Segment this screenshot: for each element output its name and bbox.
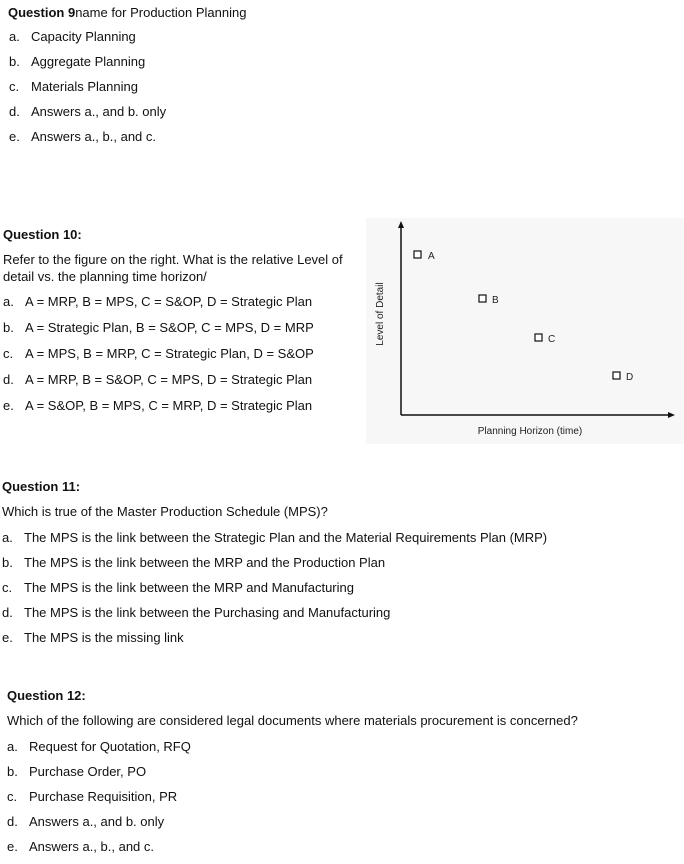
- y-axis-arrow: [398, 221, 404, 228]
- planning-figure: [366, 218, 684, 444]
- q10-option-a: a. A = MRP, B = MPS, C = S&OP, D = Strategic Plan: [3, 294, 313, 309]
- checkbox-icon: [535, 334, 542, 341]
- q10-option-e: e. A = S&OP, B = MPS, C = MRP, D = Strategic Plan: [3, 398, 313, 413]
- planning-figure-svg: [366, 218, 684, 444]
- q12-option-b: b. Purchase Order, PO: [7, 764, 147, 779]
- svg-text:B: B: [492, 295, 499, 306]
- point-a: [414, 251, 435, 262]
- q12-option-a: a. Request for Quotation, RFQ: [7, 739, 191, 754]
- point-d: [613, 372, 633, 383]
- point-b: [479, 295, 499, 306]
- question-10: [3, 226, 343, 414]
- y-axis-label: Level of Detail: [375, 282, 386, 346]
- q9-option-a: a. Capacity Planning: [9, 29, 136, 44]
- question-11: [2, 478, 547, 646]
- question-11-title: Question 11:: [2, 479, 81, 494]
- q12-option-d: d. Answers a., and b. only: [7, 814, 165, 829]
- q9-option-b: b. Aggregate Planning: [9, 54, 146, 69]
- q10-option-c: c. A = MPS, B = MRP, C = Strategic Plan, D = S&OP: [3, 346, 314, 361]
- svg-text:A: A: [428, 251, 435, 262]
- checkbox-icon: [414, 251, 421, 258]
- checkbox-icon: [479, 295, 486, 302]
- q10-option-d: d. A = MRP, B = S&OP, C = MPS, D = Strategic Plan: [3, 372, 313, 387]
- question-9-title: Question 9name for Production Planning: [8, 5, 247, 20]
- q11-option-b: b. The MPS is the link between the MRP and the Production Plan: [2, 555, 386, 570]
- q11-option-a: a. The MPS is the link between the Strategic Plan and the Material Requirements Plan (MRP): [2, 530, 548, 545]
- svg-text:D: D: [626, 372, 634, 383]
- q11-option-e: e. The MPS is the missing link: [2, 630, 184, 645]
- question-10-title: Question 10:: [3, 227, 82, 242]
- q12-option-c: c. Purchase Requisition, PR: [7, 789, 178, 804]
- question-10-text-line1: Refer to the figure on the right. What is the relative Level of: [3, 252, 343, 267]
- x-axis-arrow: [668, 412, 675, 418]
- checkbox-icon: [613, 372, 620, 379]
- question-10-text-line2: detail vs. the planning time horizon/: [3, 269, 207, 284]
- question-12: [7, 687, 578, 855]
- question-12-title: Question 12:: [7, 688, 86, 703]
- q12-option-e: e. Answers a., b., and c.: [7, 839, 155, 854]
- q11-option-c: c. The MPS is the link between the MRP and Manufacturing: [2, 580, 354, 595]
- question-11-text: Which is true of the Master Production Schedule (MPS)?: [2, 504, 328, 519]
- question-12-text: Which of the following are considered legal documents where materials procurement is concerned?: [7, 713, 578, 728]
- question-9: [8, 4, 247, 144]
- q9-option-e: e. Answers a., b., and c.: [9, 129, 157, 144]
- q11-option-d: d. The MPS is the link between the Purchasing and Manufacturing: [2, 605, 391, 620]
- q10-option-b: b. A = Strategic Plan, B = S&OP, C = MPS, D = MRP: [3, 320, 314, 335]
- point-c: [535, 334, 555, 345]
- q9-option-d: d. Answers a., and b. only: [9, 104, 167, 119]
- x-axis-label: Planning Horizon (time): [477, 426, 583, 437]
- svg-text:C: C: [548, 334, 556, 345]
- q9-option-c: c. Materials Planning: [9, 79, 138, 94]
